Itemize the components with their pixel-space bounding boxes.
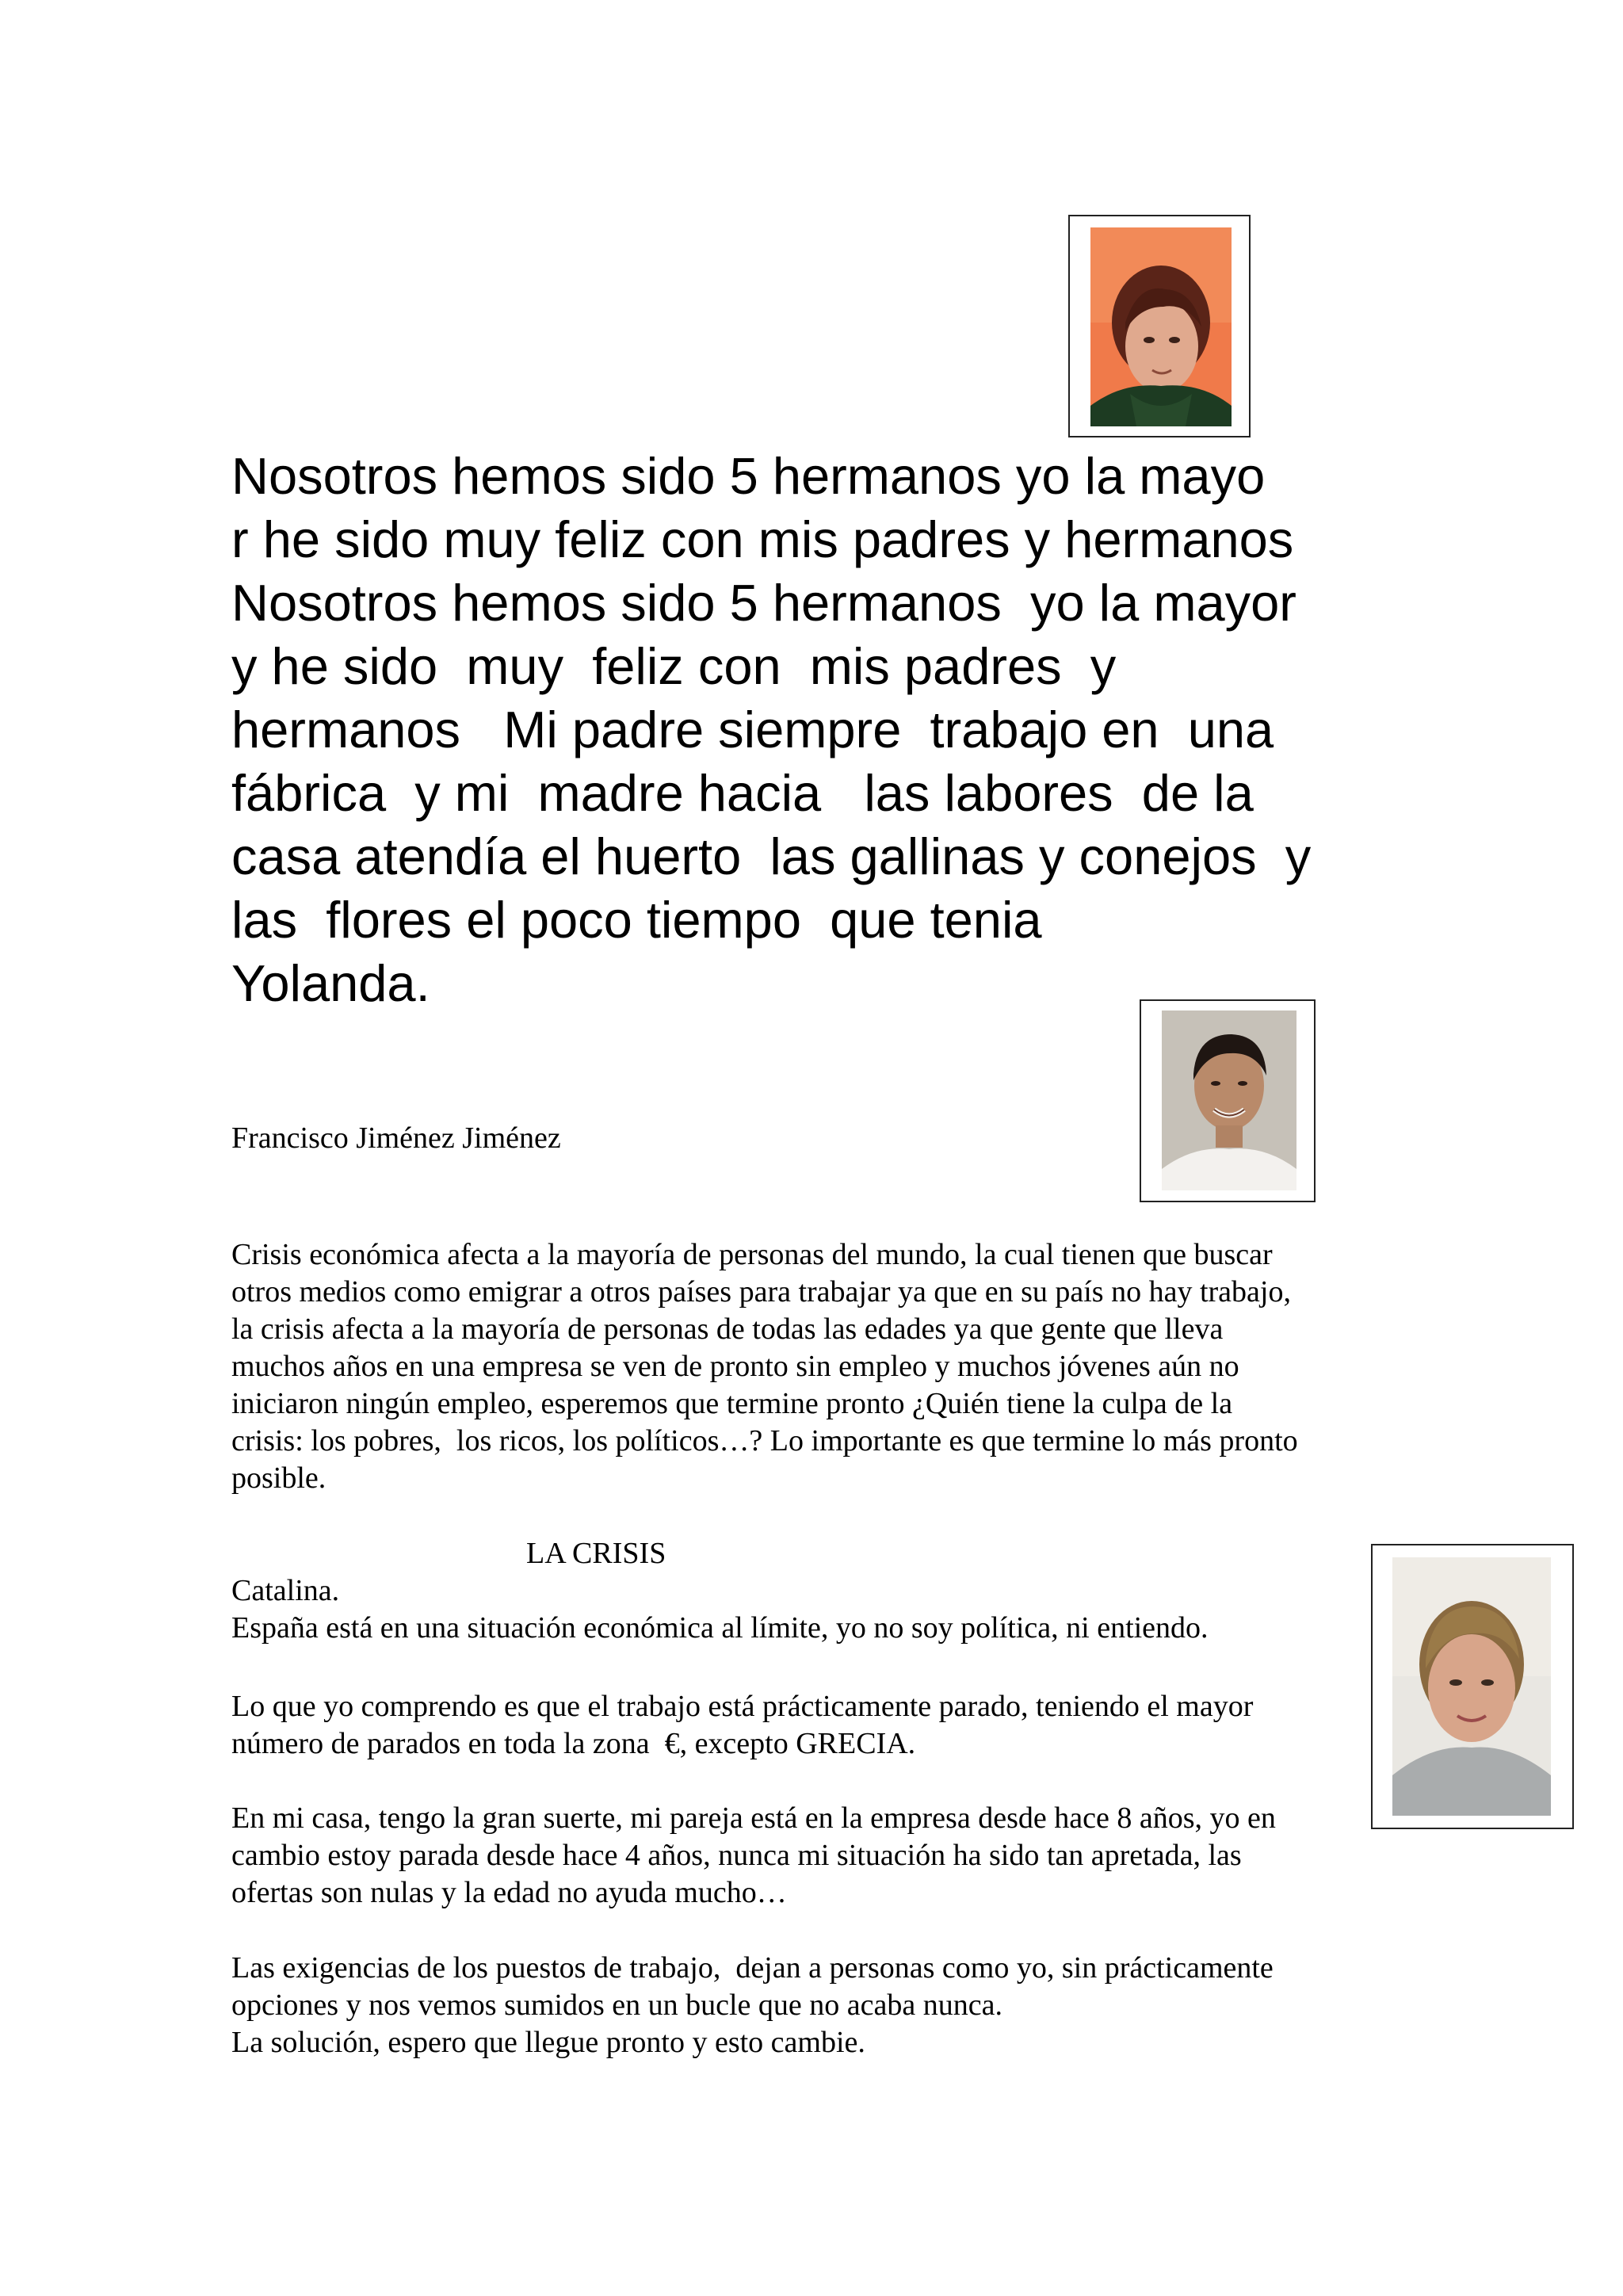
text-line: Las exigencias de los puestos de trabajo, dejan a personas como yo, sin prácticamente xyxy=(231,1951,1274,1985)
text-line: iniciaron ningún empleo, esperemos que termine pronto ¿Quién tiene la culpa de la xyxy=(231,1387,1233,1420)
text-line: las flores el poco tiempo que tenia xyxy=(231,891,1042,949)
text-line: crisis: los pobres, los ricos, los políticos…? Lo importante es que termine lo más pronto xyxy=(231,1424,1298,1457)
text-line: y he sido muy feliz con mis padres y xyxy=(231,637,1117,695)
text-line: fábrica y mi madre hacia las labores de la xyxy=(231,764,1254,822)
text-line: la crisis afecta a la mayoría de personas de todas las edades ya que gente que lleva xyxy=(231,1312,1224,1346)
text-line: posible. xyxy=(231,1461,327,1495)
story-catalina-paragraph-2 xyxy=(231,1688,1253,1763)
text-line: número de parados en toda la zona €, excepto GRECIA. xyxy=(231,1727,916,1760)
text-line: Nosotros hemos sido 5 hermanos yo la mayo xyxy=(231,447,1266,505)
text-line: Lo que yo comprendo es que el trabajo está prácticamente parado, teniendo el mayor xyxy=(231,1690,1254,1723)
text-line: opciones y nos vemos sumidos en un bucle que no acaba nunca. xyxy=(231,1988,1002,2022)
story-catalina-paragraph-3 xyxy=(231,1800,1276,1912)
portrait-photo-francisco xyxy=(1140,999,1316,1202)
text-line: La solución, espero que llegue pronto y esto cambie. xyxy=(231,2026,865,2059)
story-catalina-intro xyxy=(231,1572,1209,1647)
story-catalina-paragraph-4 xyxy=(231,1950,1274,2061)
text-line: Nosotros hemos sido 5 hermanos yo la mayor xyxy=(231,574,1296,632)
text-line: Crisis económica afecta a la mayoría de personas del mundo, la cual tienen que buscar xyxy=(231,1238,1273,1271)
text-line: ofertas son nulas y la edad no ayuda mucho… xyxy=(231,1876,787,1909)
text-line: España está en una situación económica al límite, yo no soy política, ni entiendo. xyxy=(231,1611,1209,1645)
story-yolanda-text xyxy=(231,445,1436,1015)
portrait-image-francisco xyxy=(1162,1010,1296,1190)
portrait-photo-yolanda xyxy=(1068,215,1251,437)
text-line: hermanos Mi padre siempre trabajo en una xyxy=(231,701,1274,758)
story-francisco-text xyxy=(231,1236,1298,1497)
text-line: r he sido muy feliz con mis padres y hermanos xyxy=(231,510,1294,568)
author-signature: Yolanda. xyxy=(231,954,430,1012)
text-line: otros medios como emigrar a otros países para trabajar ya que en su país no hay trabajo, xyxy=(231,1275,1291,1308)
text-line: cambio estoy parada desde hace 4 años, nunca mi situación ha sido tan apretada, las xyxy=(231,1839,1242,1872)
text-line: muchos años en una empresa se ven de pronto sin empleo y muchos jóvenes aún no xyxy=(231,1350,1239,1383)
author-name-catalina: Catalina. xyxy=(231,1574,340,1607)
text-line: En mi casa, tengo la gran suerte, mi pareja está en la empresa desde hace 8 años, yo en xyxy=(231,1801,1276,1835)
author-name-francisco: Francisco Jiménez Jiménez xyxy=(231,1121,561,1155)
portrait-photo-catalina xyxy=(1371,1544,1574,1829)
section-title-la-crisis: LA CRISIS xyxy=(526,1537,666,1570)
portrait-image-yolanda xyxy=(1090,227,1232,426)
portrait-image-catalina xyxy=(1392,1557,1551,1816)
text-line: casa atendía el huerto las gallinas y conejos y xyxy=(231,827,1312,885)
